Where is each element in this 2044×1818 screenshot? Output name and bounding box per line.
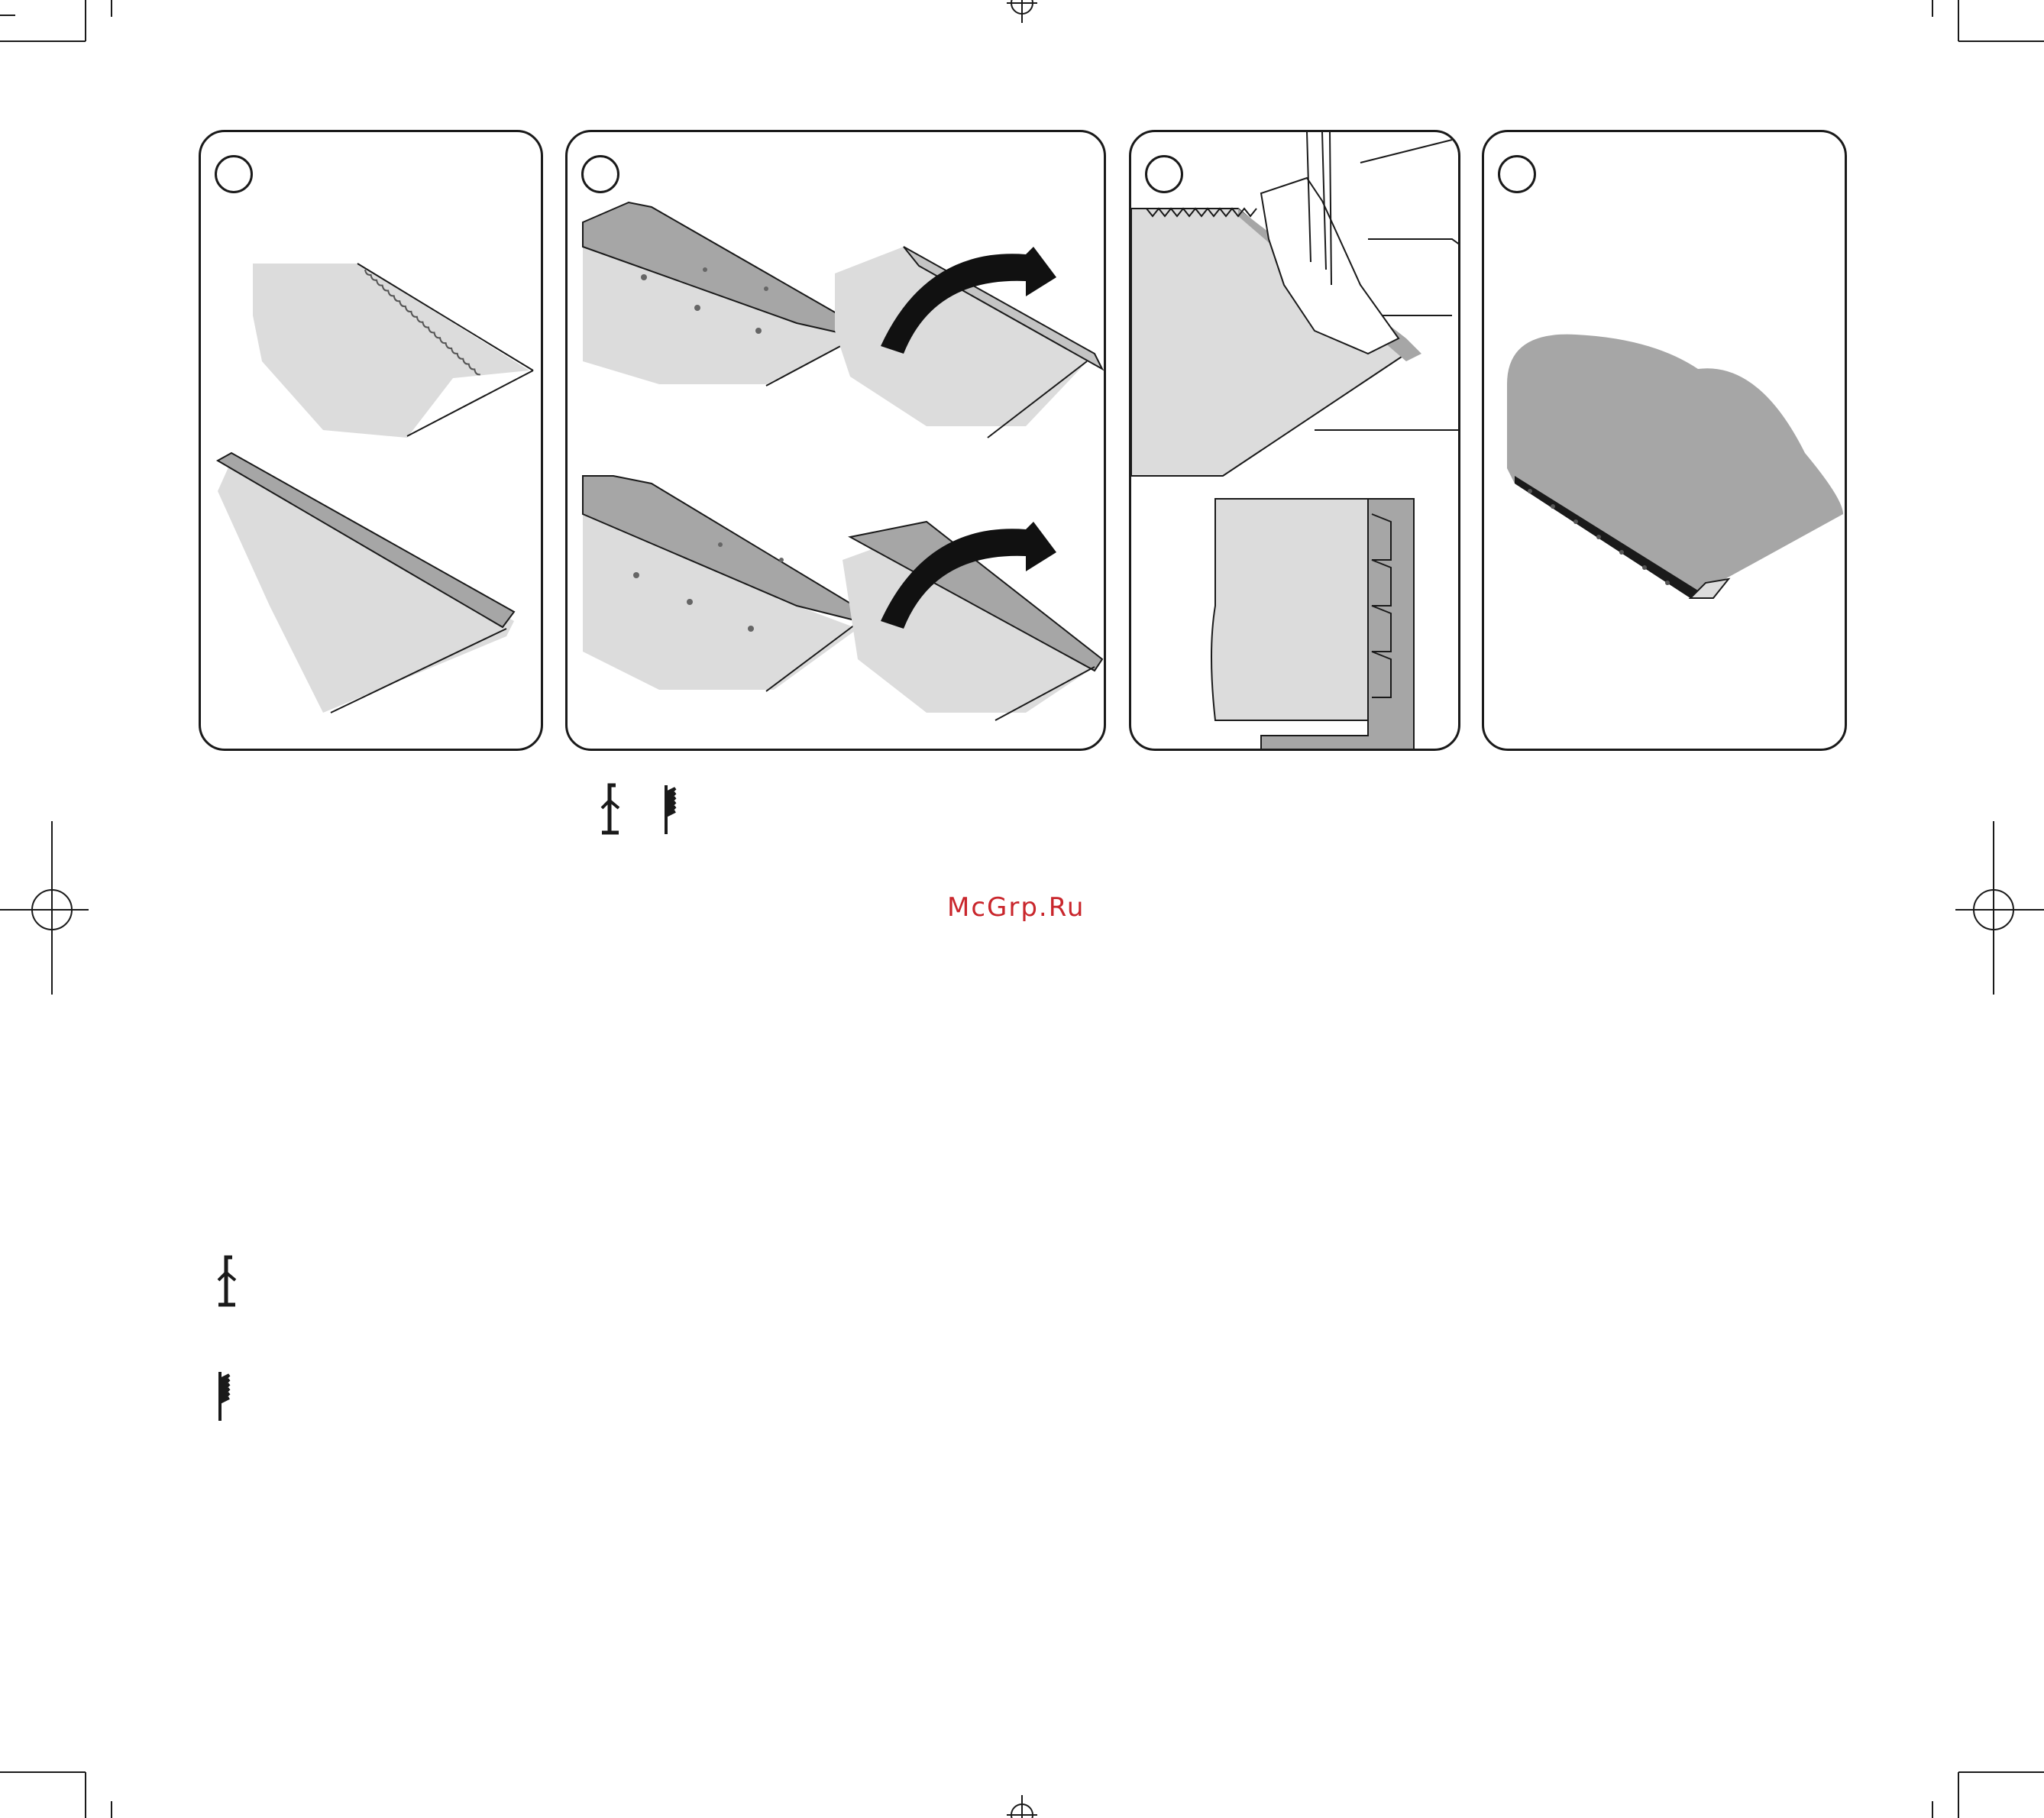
panel-step-4 xyxy=(1482,130,1847,751)
blindhem-stitch-icon xyxy=(596,778,626,839)
elastic-blindhem-stitch-icon xyxy=(658,778,689,839)
watermark-text: McGrp.Ru xyxy=(947,892,1085,923)
illustration-sew-blindhem xyxy=(1131,132,1460,751)
blindhem-stitch-icon xyxy=(212,1250,243,1311)
panel-step-1 xyxy=(199,130,543,751)
illustration-fold-back xyxy=(568,132,1106,751)
illustration-fold-hem xyxy=(201,132,543,751)
panel-step-3 xyxy=(1129,130,1460,751)
illustration-finished-hem xyxy=(1484,132,1847,751)
elastic-blindhem-stitch-icon xyxy=(212,1364,243,1425)
panel-step-2 xyxy=(565,130,1106,751)
